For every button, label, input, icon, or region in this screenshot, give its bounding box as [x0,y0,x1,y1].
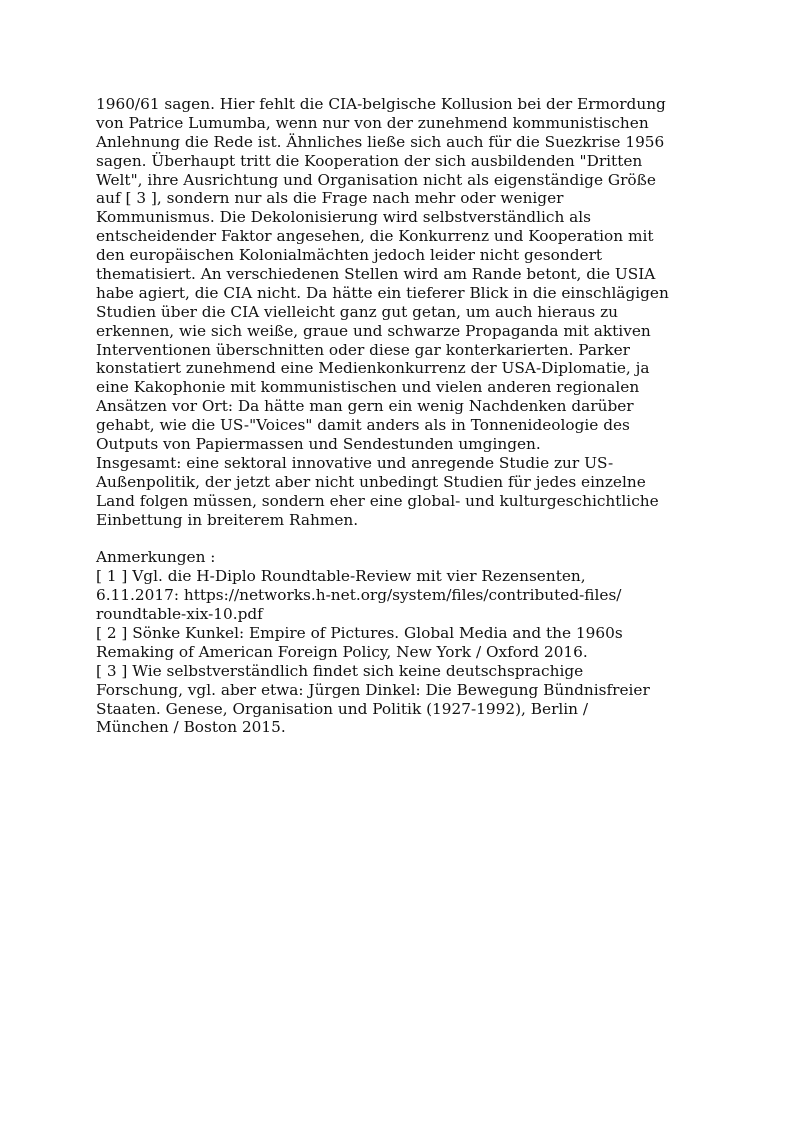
paragraph-spacer [96,529,716,548]
text-line: erkennen, wie sich weiße, graue und schwarze Propaganda mit aktiven [96,321,651,340]
text-line: Studien über die CIA vielleicht ganz gut getan, um auch hieraus zu [96,302,619,321]
notes-heading: Anmerkungen : [96,548,216,567]
text-line: 1960/61 sagen. Hier fehlt die CIA-belgische Kollusion bei der Ermordung [96,95,666,113]
notes-section [96,548,716,737]
footnote-line: [ 3 ] Wie selbstverständlich findet sich keine deutschsprachige [96,661,584,680]
text-line: sagen. Überhaupt tritt die Kooperation der sich ausbildenden "Dritten [96,151,643,170]
footnote-1 [96,567,716,624]
text-line: Anlehnung die Rede ist. Ähnliches ließe sich auch für die Suezkrise 1956 [96,132,665,151]
text-line: konstatiert zunehmend eine Medienkonkurrenz der USA-Diplomatie, ja [96,359,650,378]
text-line: Welt", ihre Ausrichtung und Organisation nicht als eigenständige Größe [96,170,656,189]
footnote-line: roundtable-xix-10.pdf [96,605,263,624]
summary-paragraph [96,454,716,530]
footnote-3 [96,662,716,738]
text-line: Insgesamt: eine sektoral innovative und anregende Studie zur US- [96,453,614,472]
footnote-2 [96,624,716,662]
footnote-line: Remaking of American Foreign Policy, New York / Oxford 2016. [96,642,588,661]
text-line: eine Kakophonie mit kommunistischen und vielen anderen regionalen [96,378,640,397]
footnote-line: [ 1 ] Vgl. die H-Diplo Roundtable-Review mit vier Rezensenten, [96,567,586,586]
text-line: habe agiert, die CIA nicht. Da hätte ein tieferer Blick in die einschlägigen [96,283,669,302]
text-line: Außenpolitik, der jetzt aber nicht unbedingt Studien für jedes einzelne [96,472,646,491]
text-line: auf [ 3 ], sondern nur als die Frage nach mehr oder weniger [96,189,564,208]
text-line: Outputs von Papiermassen und Sendestunden umgingen. [96,435,541,454]
text-line: gehabt, wie die US-"Voices" damit anders als in Tonnenideologie des [96,416,630,435]
footnote-line: Staaten. Genese, Organisation und Politik (1927-1992), Berlin / [96,699,589,718]
footnote-line: Forschung, vgl. aber etwa: Jürgen Dinkel: Die Bewegung Bündnisfreier [96,680,650,699]
text-line: von Patrice Lumumba, wenn nur von der zunehmend kommunistischen [96,113,649,132]
footnote-line: München / Boston 2015. [96,718,286,737]
body-paragraph [96,95,716,454]
footnote-line: [ 2 ] Sönke Kunkel: Empire of Pictures. Global Media and the 1960s [96,623,623,642]
text-line: Interventionen überschnitten oder diese gar konterkarierten. Parker [96,340,630,359]
text-line: Land folgen müssen, sondern eher eine global- und kulturgeschichtliche [96,491,659,510]
footnote-line: 6.11.2017: https://networks.h-net.org/system/files/contributed-files/ [96,586,622,605]
text-line: Kommunismus. Die Dekolonisierung wird selbstverständlich als [96,208,592,227]
text-line: entscheidender Faktor angesehen, die Konkurrenz und Kooperation mit [96,227,654,246]
text-line: Einbettung in breiterem Rahmen. [96,510,359,529]
text-line: Ansätzen vor Ort: Da hätte man gern ein wenig Nachdenken darüber [96,397,634,416]
text-line: den europäischen Kolonialmächten jedoch leider nicht gesondert [96,246,603,265]
document-body [96,95,716,737]
text-line: thematisiert. An verschiedenen Stellen wird am Rande betont, die USIA [96,265,656,284]
